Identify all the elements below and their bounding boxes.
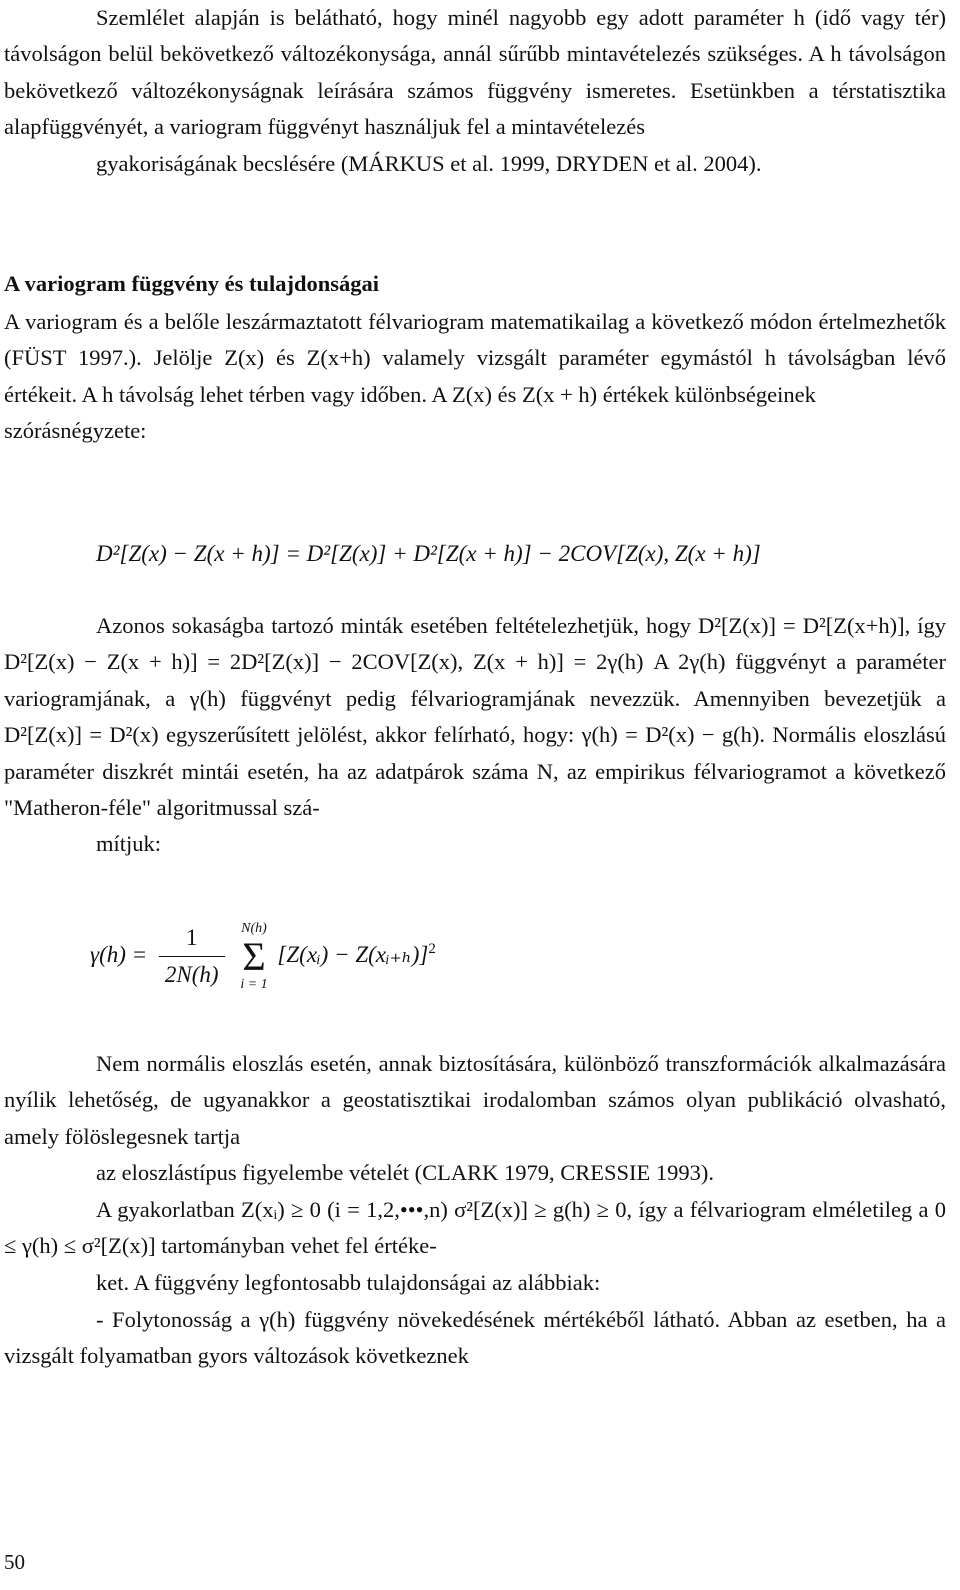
paragraph-intro-last-line: gyakoriságának becslésére (MÁRKUS et al. 1999, DRYDEN et al. 2004). [96,150,762,176]
fraction-numerator: 1 [159,920,225,957]
paragraph-continuity [4,1302,946,1375]
paragraph-continuity-body: - Folytonosság a γ(h) függvény növekedésének mértékéből látható. Abban az esetben, ha a vizsgált folyamatban gyors változások következnek [4,1307,946,1369]
fraction-denominator: 2N(h) [164,962,219,987]
summation-lower-limit: i = 1 [240,976,268,992]
paragraph-definition [4,304,946,450]
summation [240,921,267,993]
paragraph-definition-body: A variogram és a belőle leszármaztatott félvariogram matematikailag a következő módon értelmezhetők (FÜST 1997.). Jelölje Z(x) és Z(x+h) valamely vizsgált paraméter egymástól h távolságban lévő értékeit. A h távolság lehet térben vagy időben. A Z(x) és Z(x + h) értékek különbségeinek [4,309,946,407]
equation-matheron-power: 2 [428,941,436,958]
summation-upper-limit: N(h) [241,920,267,936]
paragraph-definition-last-line: szórásnégyzete: [4,418,147,444]
equation-matheron-body: [Z(xᵢ) − Z(xᵢ₊ₕ)] [277,941,429,967]
paragraph-non-normal-body: Nem normális eloszlás esetén, annak biztosítására, különböző transzformációk alkalmazására nyílik lehetőség, de ugyanakkor a geostatisztikai irodalomban számos olyan publikáció olvasható, amely fölöslegesnek tartja [4,1051,946,1149]
section-heading: A variogram függvény és tulajdonságai [4,271,380,296]
equation-matheron-lhs: γ(h) = [90,941,148,967]
paragraph-intro-body: Szemlélet alapján is belátható, hogy minél nagyobb egy adott paraméter h (idő vagy tér) távolságon belül bekövetkező változékonysága, annál sűrűbb mintavételezés szükséges. A h távolságon bekövetkező változékonyságnak leírására számos függvény ismeretes. Esetünkben a térstatisztika alapfüggvényét, a variogram függvényt használjuk fel a mintavételezés [4,5,946,140]
paragraph-practice-body: A gyakorlatban Z(xᵢ) ≥ 0 (i = 1,2,•••,n) σ²[Z(x)] ≥ g(h) ≥ 0, így a félvariogram elméletileg a 0 ≤ γ(h) ≤ σ²[Z(x)] tartományban vehet fel értéke- [4,1197,946,1259]
page-number: 50 [4,1550,25,1574]
paragraph-semivariogram-body: Azonos sokaságba tartozó minták esetében feltételezhetjük, hogy D²[Z(x)] = D²[Z(x+h)], így D²[Z(x) − Z(x + h)] = 2D²[Z(x)] − 2COV[Z(x), Z(x + h)] = 2γ(h) A 2γ(h) függvényt a paraméter variogramjának, a γ(h) függvényt pedig félvariogramjának nevezzük. Amennyiben bevezetjük a D²[Z(x)] = D²(x) egyszerűsített jelölést, akkor felírható, hogy: γ(h) = D²(x) − g(h). Normális eloszlású paraméter diszkrét mintái esetén, ha az adatpárok száma N, az empirikus félvariogramot a következő "Matheron-féle" algoritmussal szá- [4,613,946,821]
paragraph-non-normal-last-line: az eloszlástípus figyelembe vételét (CLARK 1979, CRESSIE 1993). [96,1160,715,1186]
equation-matheron-fraction [159,920,225,993]
equation-variance-difference: D²[Z(x) − Z(x + h)] = D²[Z(x)] + D²[Z(x + h)] − 2COV[Z(x), Z(x + h)] [96,541,761,566]
paragraph-practice-last-line: ket. A függvény legfontosabb tulajdonságai az alábbiak: [96,1269,601,1295]
paragraph-intro [4,0,946,182]
summation-sign: Σ [242,933,266,979]
equation-matheron [90,920,436,993]
paragraph-practice [4,1192,946,1301]
paragraph-semivariogram-last-line: mítjuk: [96,831,162,857]
paragraph-semivariogram [4,608,946,863]
paragraph-non-normal [4,1046,946,1192]
